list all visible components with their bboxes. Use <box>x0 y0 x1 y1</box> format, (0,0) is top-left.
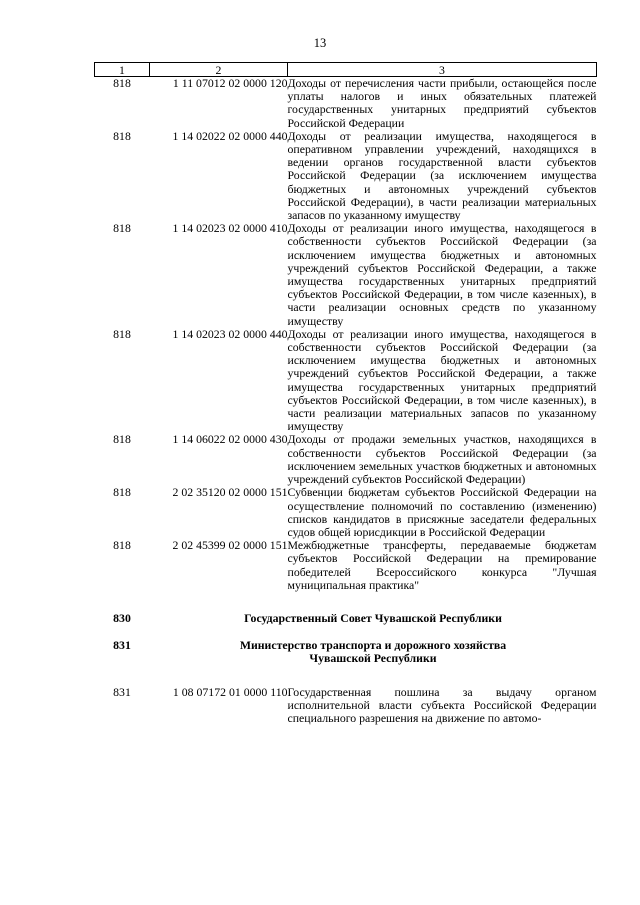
revenue-description: Доходы от реализации имущества, находящегося в оперативном управлении учреждений, находящихся в ведении органов государственной власти субъектов Российской Федерации (за исключением имущества бюджетных и автономных учреждений субъектов Российской Федерации), в части реализации материальных запасов по указанному имуществу <box>287 128 597 223</box>
table-row <box>95 77 597 130</box>
admin-code: 818 <box>113 221 131 236</box>
budget-classification-code: 2 02 45399 02 0000 151 <box>172 538 288 553</box>
page-number: 13 <box>313 36 327 50</box>
budget-classification-code: 2 02 35120 02 0000 151 <box>172 485 288 500</box>
section-title-line-1: Министерство транспорта и дорожного хозяйства <box>239 638 507 653</box>
admin-code: 818 <box>113 326 131 341</box>
table-row <box>95 222 597 328</box>
budget-classification-code: 1 14 02023 02 0000 440 <box>172 326 288 341</box>
revenue-description: Доходы от продажи земельных участков, находящихся в собственности субъектов Российской Федерации (за исключением земельных участков бюджетных и автономных учреждений субъектов Российской Федерации) <box>287 432 597 487</box>
table-row <box>95 486 597 539</box>
column-header-2: 2 <box>150 63 288 77</box>
table-row <box>95 433 597 486</box>
admin-code: 831 <box>113 684 131 699</box>
admin-code: 818 <box>113 76 131 90</box>
budget-classification-code: 1 14 02022 02 0000 440 <box>172 128 288 143</box>
revenue-description: Государственная пошлина за выдачу органом исполнительной власти субъекта Российской Федерации специального разрешения на движение по автомо- <box>287 684 597 725</box>
section-heading-row <box>95 625 597 665</box>
revenue-description: Доходы от реализации иного имущества, находящегося в собственности субъектов Российской Федерации (за исключением имущества бюджетных и автономных учреждений субъектов Российской Федерации, а также имущества государственных унитарных предприятий субъектов Российской Федерации, в том числе казенных), в части реализации материальных запасов по указанному имуществу <box>287 326 597 434</box>
revenue-codes-table <box>94 62 597 725</box>
table-row <box>95 539 597 592</box>
column-header-3: 3 <box>288 63 597 77</box>
table-row <box>95 328 597 434</box>
table-row <box>95 666 597 726</box>
admin-code: 818 <box>113 485 131 500</box>
section-code: 831 <box>113 638 131 653</box>
section-title <box>150 625 597 665</box>
section-heading-row <box>95 592 597 625</box>
budget-classification-code: 1 14 02023 02 0000 410 <box>172 221 288 236</box>
revenue-description: Субвенции бюджетам субъектов Российской Федерации на осуществление полномочий по составлению (изменению) списков кандидатов в присяжные заседатели федеральных судов общей юрисдикции в Российской Федерации <box>287 485 597 539</box>
table-header-row <box>95 63 597 77</box>
budget-classification-code: 1 08 07172 01 0000 110 <box>172 684 288 699</box>
table-row <box>95 130 597 222</box>
admin-code: 818 <box>113 128 131 143</box>
revenue-description: Доходы от перечисления части прибыли, остающейся после уплаты налогов и иных обязательных платежей государственных унитарных предприятий субъектов Российской Федерации <box>287 76 597 130</box>
admin-code: 818 <box>113 432 131 447</box>
revenue-description: Доходы от реализации иного имущества, находящегося в собственности субъектов Российской Федерации (за исключением имущества бюджетных и автономных учреждений субъектов Российской Федерации, а также имущества государственных унитарных предприятий субъектов Российской Федерации, в том числе казенных), в части реализации основных средств по указанному имуществу <box>287 221 597 328</box>
revenue-description: Межбюджетные трансферты, передаваемые бюджетам субъектов Российской Федерации на премирование победителей Всероссийского конкурса "Лучшая муниципальная практика" <box>287 538 597 592</box>
admin-code: 818 <box>113 538 131 553</box>
section-code: 830 <box>113 610 131 625</box>
budget-classification-code: 1 11 07012 02 0000 120 <box>172 76 288 90</box>
column-header-1: 1 <box>95 63 150 77</box>
section-title-line-2: Чувашской Республики <box>309 651 437 666</box>
section-title: Государственный Совет Чувашской Республики <box>244 610 502 625</box>
budget-classification-code: 1 14 06022 02 0000 430 <box>172 432 288 447</box>
